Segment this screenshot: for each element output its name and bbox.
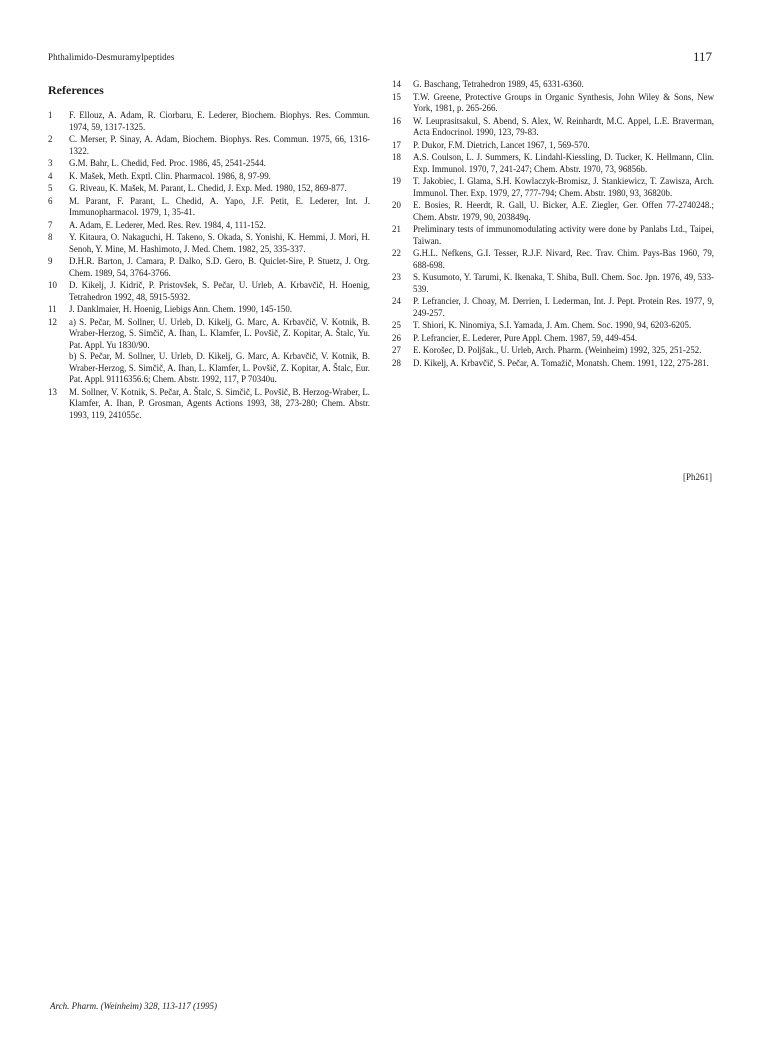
reference-15: [392, 92, 714, 115]
references-left-column: [48, 110, 370, 422]
reference-25: [392, 320, 714, 332]
reference-text: P. Dukor, F.M. Dietrich, Lancet 1967, 1, 569-570.: [413, 139, 590, 150]
reference-text-part-b: b) S. Pečar, M. Sollner, U. Urleb, D. Kikelj, G. Marc, A. Krbavčič, V. Kotnik, B. Wraber-Herzog, S. Simčič, A. Ihan, L. Klamfer, L. Povšič, Z. Kopitar, A. Štalc, Eur. Pat. Appl. 91116356.6; Chem. Abstr. 1992, 117, P 70340u.: [69, 351, 370, 384]
reference-text: C. Merser, P. Sinay, A. Adam, Biochem. Biophys. Res. Commun. 1975, 66, 1316-1322.: [69, 134, 370, 156]
reference-number: 15: [392, 91, 401, 102]
reference-text: Preliminary tests of immunomodulating activity were done by Panlabs Ltd., Taipei, Taiwan.: [413, 224, 714, 246]
reference-4: [48, 171, 370, 183]
reference-text: M. Parant, F. Parant, L. Chedid, A. Yapo, J.F. Petit, E. Lederer, Int. J. Immunopharmacol. 1979, 1, 35-41.: [69, 195, 370, 217]
reference-24: [392, 296, 714, 319]
reference-number: 7: [48, 219, 53, 230]
reference-19: [392, 176, 714, 199]
running-title: Phthalimido-Desmuramylpeptides: [48, 52, 175, 62]
references-heading: References: [48, 83, 104, 97]
reference-8: [48, 232, 370, 255]
reference-21: [392, 224, 714, 247]
reference-text: Y. Kitaura, O. Nakaguchi, H. Takeno, S. Okada, S. Yonishi, K. Hemmi, J. Mori, H. Senoh, Y. Mine, M. Hashimoto, J. Med. Chem. 1982, 25, 335-337.: [69, 232, 370, 254]
reference-text: A. Adam, E. Lederer, Med. Res. Rev. 1984, 4, 111-152.: [69, 219, 266, 230]
reference-number: 1: [48, 110, 53, 120]
reference-number: 3: [48, 158, 53, 168]
reference-text: J. Danklmaier, H. Hoenig, Liebigs Ann. Chem. 1990, 145-150.: [69, 304, 292, 314]
reference-14: [392, 79, 714, 91]
reference-18: [392, 152, 714, 175]
reference-number: 26: [392, 332, 401, 343]
reference-number: 20: [392, 200, 401, 210]
reference-text: A.S. Coulson, L. J. Summers, K. Lindahl-Kiessling, D. Tucker, K. Hellmann, Clin. Exp. Immunol. 1970, 7, 241-247; Chem. Abstr. 1970, 73, 96856b.: [413, 152, 714, 174]
reference-number: 16: [392, 115, 401, 126]
article-tag: [Ph261]: [683, 472, 712, 482]
reference-number: 12: [48, 316, 57, 327]
journal-footer: Arch. Pharm. (Weinheim) 328, 113-117 (1995): [50, 1001, 217, 1011]
reference-23: [392, 272, 714, 295]
reference-11: [48, 304, 370, 316]
reference-number: 8: [48, 232, 53, 242]
reference-text: G. Baschang, Tetrahedron 1989, 45, 6331-6360.: [413, 79, 584, 89]
reference-text: M. Sollner, V. Kotnik, S. Pečar, A. Štalc, S. Simčič, L. Povšič, B. Herzog-Wraber, L. Klamfer, A. Ihan, P. Grosman, Agents Actions 1993, 38, 273-280; Chem. Abstr. 1993, 119, 241055c.: [69, 386, 370, 420]
reference-text: G. Riveau, K. Mašek, M. Parant, L. Chedid, J. Exp. Med. 1980, 152, 869-877.: [69, 183, 347, 193]
reference-10: [48, 280, 370, 303]
reference-text: E. Korošec, D. Poljšak., U. Urleb, Arch. Pharm. (Weinheim) 1992, 325, 251-252.: [413, 345, 702, 355]
reference-3: [48, 158, 370, 170]
reference-5: [48, 183, 370, 195]
references-right-column: [392, 79, 714, 370]
reference-9: [48, 256, 370, 279]
page-number: 117: [692, 49, 712, 64]
reference-12: [48, 317, 370, 386]
reference-2: [48, 134, 370, 157]
reference-number: 23: [392, 272, 401, 282]
reference-number: 25: [392, 320, 401, 330]
reference-text: P. Lefrancier, E. Lederer, Pure Appl. Chem. 1987, 59, 449-454.: [413, 332, 638, 343]
reference-27: [392, 345, 714, 357]
reference-number: 10: [48, 280, 57, 290]
reference-6: [48, 196, 370, 219]
reference-number: 9: [48, 256, 53, 266]
reference-13: [48, 387, 370, 422]
reference-number: 22: [392, 248, 401, 258]
reference-text: K. Mašek, Meth. Exptl. Clin. Pharmacol. 1986, 8, 97-99.: [69, 170, 271, 181]
reference-20: [392, 200, 714, 223]
reference-number: 13: [48, 386, 57, 397]
reference-text-part-a: a) S. Pečar, M. Sollner, U. Urleb, D. Kikelj, G. Marc, A. Krbavčič, V. Kotnik, B. Wraber-Herzog, S. Simčič, A. Ihan, L. Klamfer, L. Povšič, Z. Kopitar, A. Štalc, Yu. Pat. Appl. Yu 1830/90.: [69, 316, 370, 350]
reference-16: [392, 116, 714, 139]
reference-text: D. Kikelj, A. Krbavčič, S. Pečar, A. Tomažič, Monatsh. Chem. 1991, 122, 275-281.: [413, 357, 709, 368]
reference-text: G.M. Bahr, L. Chedid, Fed. Proc. 1986, 45, 2541-2544.: [69, 158, 266, 168]
reference-number: 27: [392, 345, 401, 355]
reference-number: 14: [392, 79, 401, 89]
reference-text: W. Leuprasitsakul, S. Abend, S. Alex, W. Reinhardt, M.C. Appel, L.E. Braverman, Acta Endocrinol. 1990, 123, 79-83.: [413, 115, 714, 137]
reference-text: G.H.L. Nefkens, G.I. Tesser, R.J.F. Nivard, Rec. Trav. Chim. Pays-Bas 1960, 79, 688-698.: [413, 248, 714, 270]
reference-text: P. Lefrancier, J. Choay, M. Derrien, I. Lederman, Int. J. Pept. Protein Res. 1977, 9, 249-257.: [413, 296, 714, 318]
reference-number: 4: [48, 170, 53, 181]
reference-text: T. Shiori, K. Ninomiya, S.I. Yamada, J. Am. Chem. Soc. 1990, 94, 6203-6205.: [413, 320, 692, 330]
reference-26: [392, 333, 714, 345]
reference-text: D.H.R. Barton, J. Camara, P. Dalko, S.D. Gero, B. Quiclet-Sire, P. Stuetz, J. Org. Chem. 1989, 54, 3764-3766.: [69, 256, 370, 278]
reference-number: 17: [392, 139, 401, 150]
reference-number: 28: [392, 357, 401, 368]
reference-number: 21: [392, 224, 401, 234]
reference-number: 6: [48, 195, 53, 206]
reference-7: [48, 220, 370, 232]
reference-number: 2: [48, 134, 53, 144]
reference-number: 24: [392, 296, 401, 306]
reference-text: T. Jakobiec, I. Glama, S.H. Kowlaczyk-Bromisz, J. Stankiewicz, T. Zawisza, Arch. Immunol. Ther. Exp. 1979, 27, 777-794; Chem. Abstr. 1980, 93, 36820b.: [413, 176, 714, 198]
reference-1: [48, 110, 370, 133]
reference-number: 19: [392, 176, 401, 186]
reference-17: [392, 140, 714, 152]
reference-text: F. Ellouz, A. Adam, R. Ciorbaru, E. Lederer, Biochem. Biophys. Res. Commun. 1974, 59, 1317-1325.: [69, 110, 370, 132]
reference-22: [392, 248, 714, 271]
reference-text: T.W. Greene, Protective Groups in Organic Synthesis, John Wiley & Sons, New York, 1981, p. 265-266.: [413, 91, 714, 113]
reference-number: 11: [48, 304, 57, 314]
reference-text: S. Kusumoto, Y. Tarumi, K. Ikenaka, T. Shiba, Bull. Chem. Soc. Jpn. 1976, 49, 533-539.: [413, 272, 714, 294]
reference-number: 5: [48, 183, 53, 193]
reference-number: 18: [392, 152, 401, 162]
reference-28: [392, 358, 714, 370]
reference-text: E. Bosies, R. Heerdt, R. Gall, U. Bicker, A.E. Ziegler, Ger. Offen 77-2740248.; Chem. Abstr. 1979, 90, 203849q.: [413, 200, 714, 222]
reference-text: D. Kikelj, J. Kidrič, P. Pristovšek, S. Pečar, U. Urleb, A. Krbavčič, H. Hoenig, Tetrahedron 1992, 48, 5915-5932.: [69, 280, 370, 302]
